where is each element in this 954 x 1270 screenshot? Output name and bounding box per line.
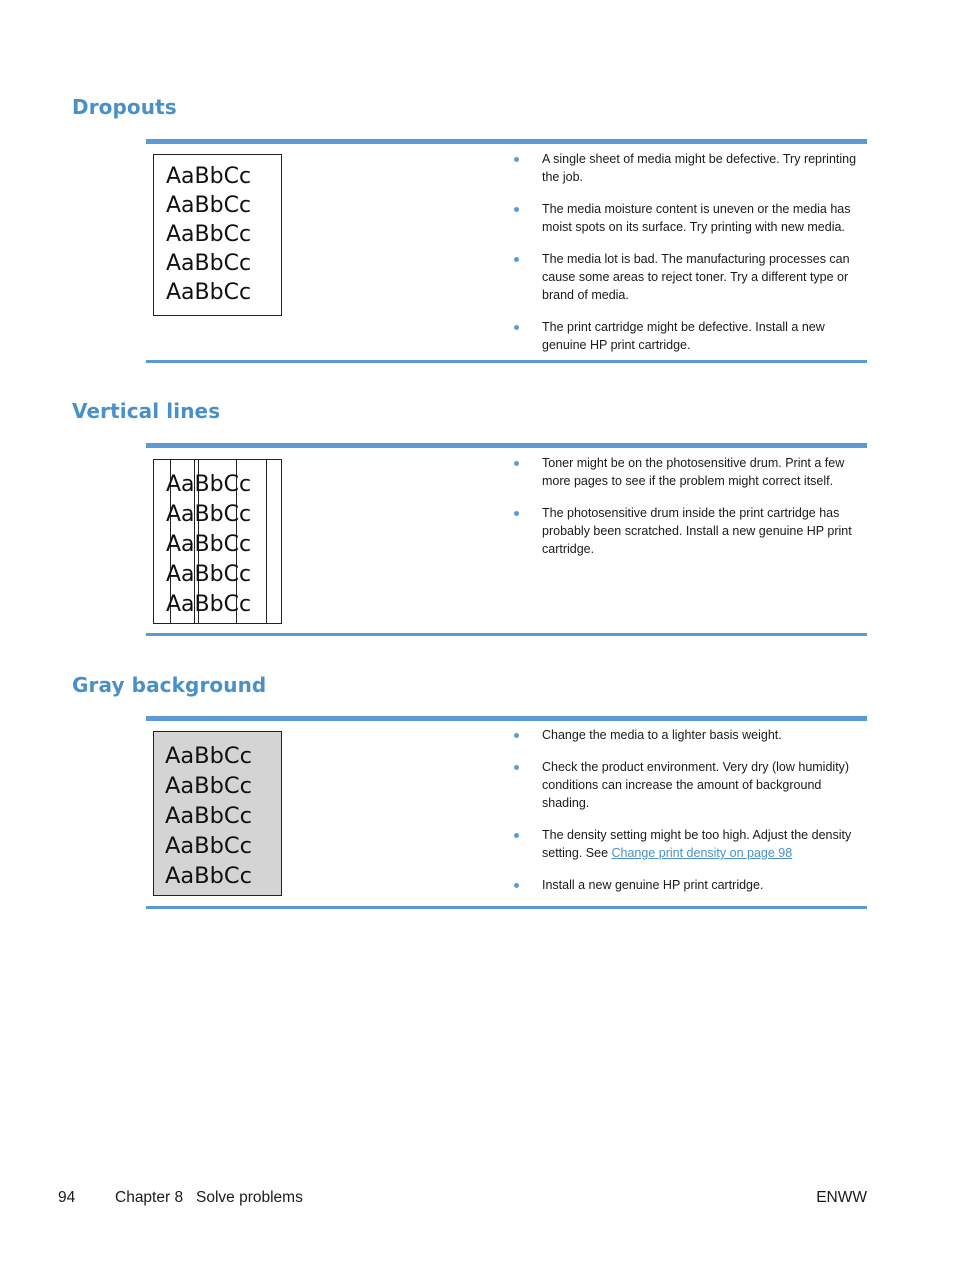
gray-background-bullet-list [506,726,862,894]
list-item: The photosensitive drum inside the print cartridge has probably been scratched. Install a new genuine HP print cartridge. [506,504,862,558]
section-heading-vertical-lines: Vertical lines [72,399,221,423]
sample-text-line: AaBbCc [166,222,252,247]
list-item: Toner might be on the photosensitive drum. Print a few more pages to see if the problem might correct itself. [506,454,862,490]
list-item: Check the product environment. Very dry (low humidity) conditions can increase the amount of background shading. [506,758,862,812]
sample-text-line: AaBbCc [166,193,252,218]
list-item: A single sheet of media might be defective. Try reprinting the job. [506,150,862,186]
vertical-lines-sample-image [153,459,282,624]
defect-vertical-line [266,460,267,623]
vertical-lines-table [146,443,867,637]
bullet-icon [514,733,519,738]
table-bottom-rule [146,633,867,636]
section-heading-dropouts: Dropouts [72,95,177,119]
dropouts-bullet-list [506,150,862,354]
change-print-density-link[interactable]: Change print density on page 98 [611,846,793,860]
sample-text-line: AaBbCc [166,164,252,189]
dropouts-sample-image [153,154,282,316]
table-top-rule [146,716,867,721]
bullet-icon [514,765,519,770]
sample-text-line: AaBbCc [166,280,252,305]
list-item: The print cartridge might be defective. Install a new genuine HP print cartridge. [506,318,862,354]
bullet-icon [514,325,519,330]
bullet-icon [514,207,519,212]
bullet-icon [514,157,519,162]
gray-background-table [146,716,867,910]
section-heading-gray-background: Gray background [72,673,267,697]
sample-text-line: AaBbCc [165,833,252,859]
table-bottom-rule [146,360,867,363]
bullet-icon [514,883,519,888]
bullet-icon [514,461,519,466]
sample-text-line: AaBbCc [166,532,252,557]
dropouts-table [146,139,867,363]
gray-background-sample-image [153,731,282,896]
sample-text-line: AaBbCc [165,743,252,769]
table-top-rule [146,139,867,144]
sample-text-line: AaBbCc [166,562,252,587]
sample-text-line: AaBbCc [165,803,252,829]
sample-text-line: AaBbCc [165,773,252,799]
vertical-lines-bullet-list [506,454,862,558]
sample-text-line: AaBbCc [165,863,252,889]
table-bottom-rule [146,906,867,909]
list-item: The density setting might be too high. Adjust the density setting. See Change print density on page 98 [506,826,862,862]
list-item: The media moisture content is uneven or the media has moist spots on its surface. Try printing with new media. [506,200,862,236]
page-number: 94 [58,1189,76,1206]
list-item: Change the media to a lighter basis weight. [506,726,862,744]
footer-right-label: ENWW [816,1189,867,1206]
sample-text-line: AaBbCc [166,472,252,497]
list-item: The media lot is bad. The manufacturing processes can cause some areas to reject toner. Try a different type or brand of media. [506,250,862,304]
list-item: Install a new genuine HP print cartridge. [506,876,862,894]
sample-text-line: AaBbCc [166,251,252,276]
table-top-rule [146,443,867,448]
bullet-icon [514,833,519,838]
sample-text-line: AaBbCc [166,502,252,527]
sample-text-line: AaBbCc [166,592,252,617]
bullet-icon [514,511,519,516]
bullet-icon [514,257,519,262]
chapter-title: Chapter 8 Solve problems [115,1189,303,1206]
